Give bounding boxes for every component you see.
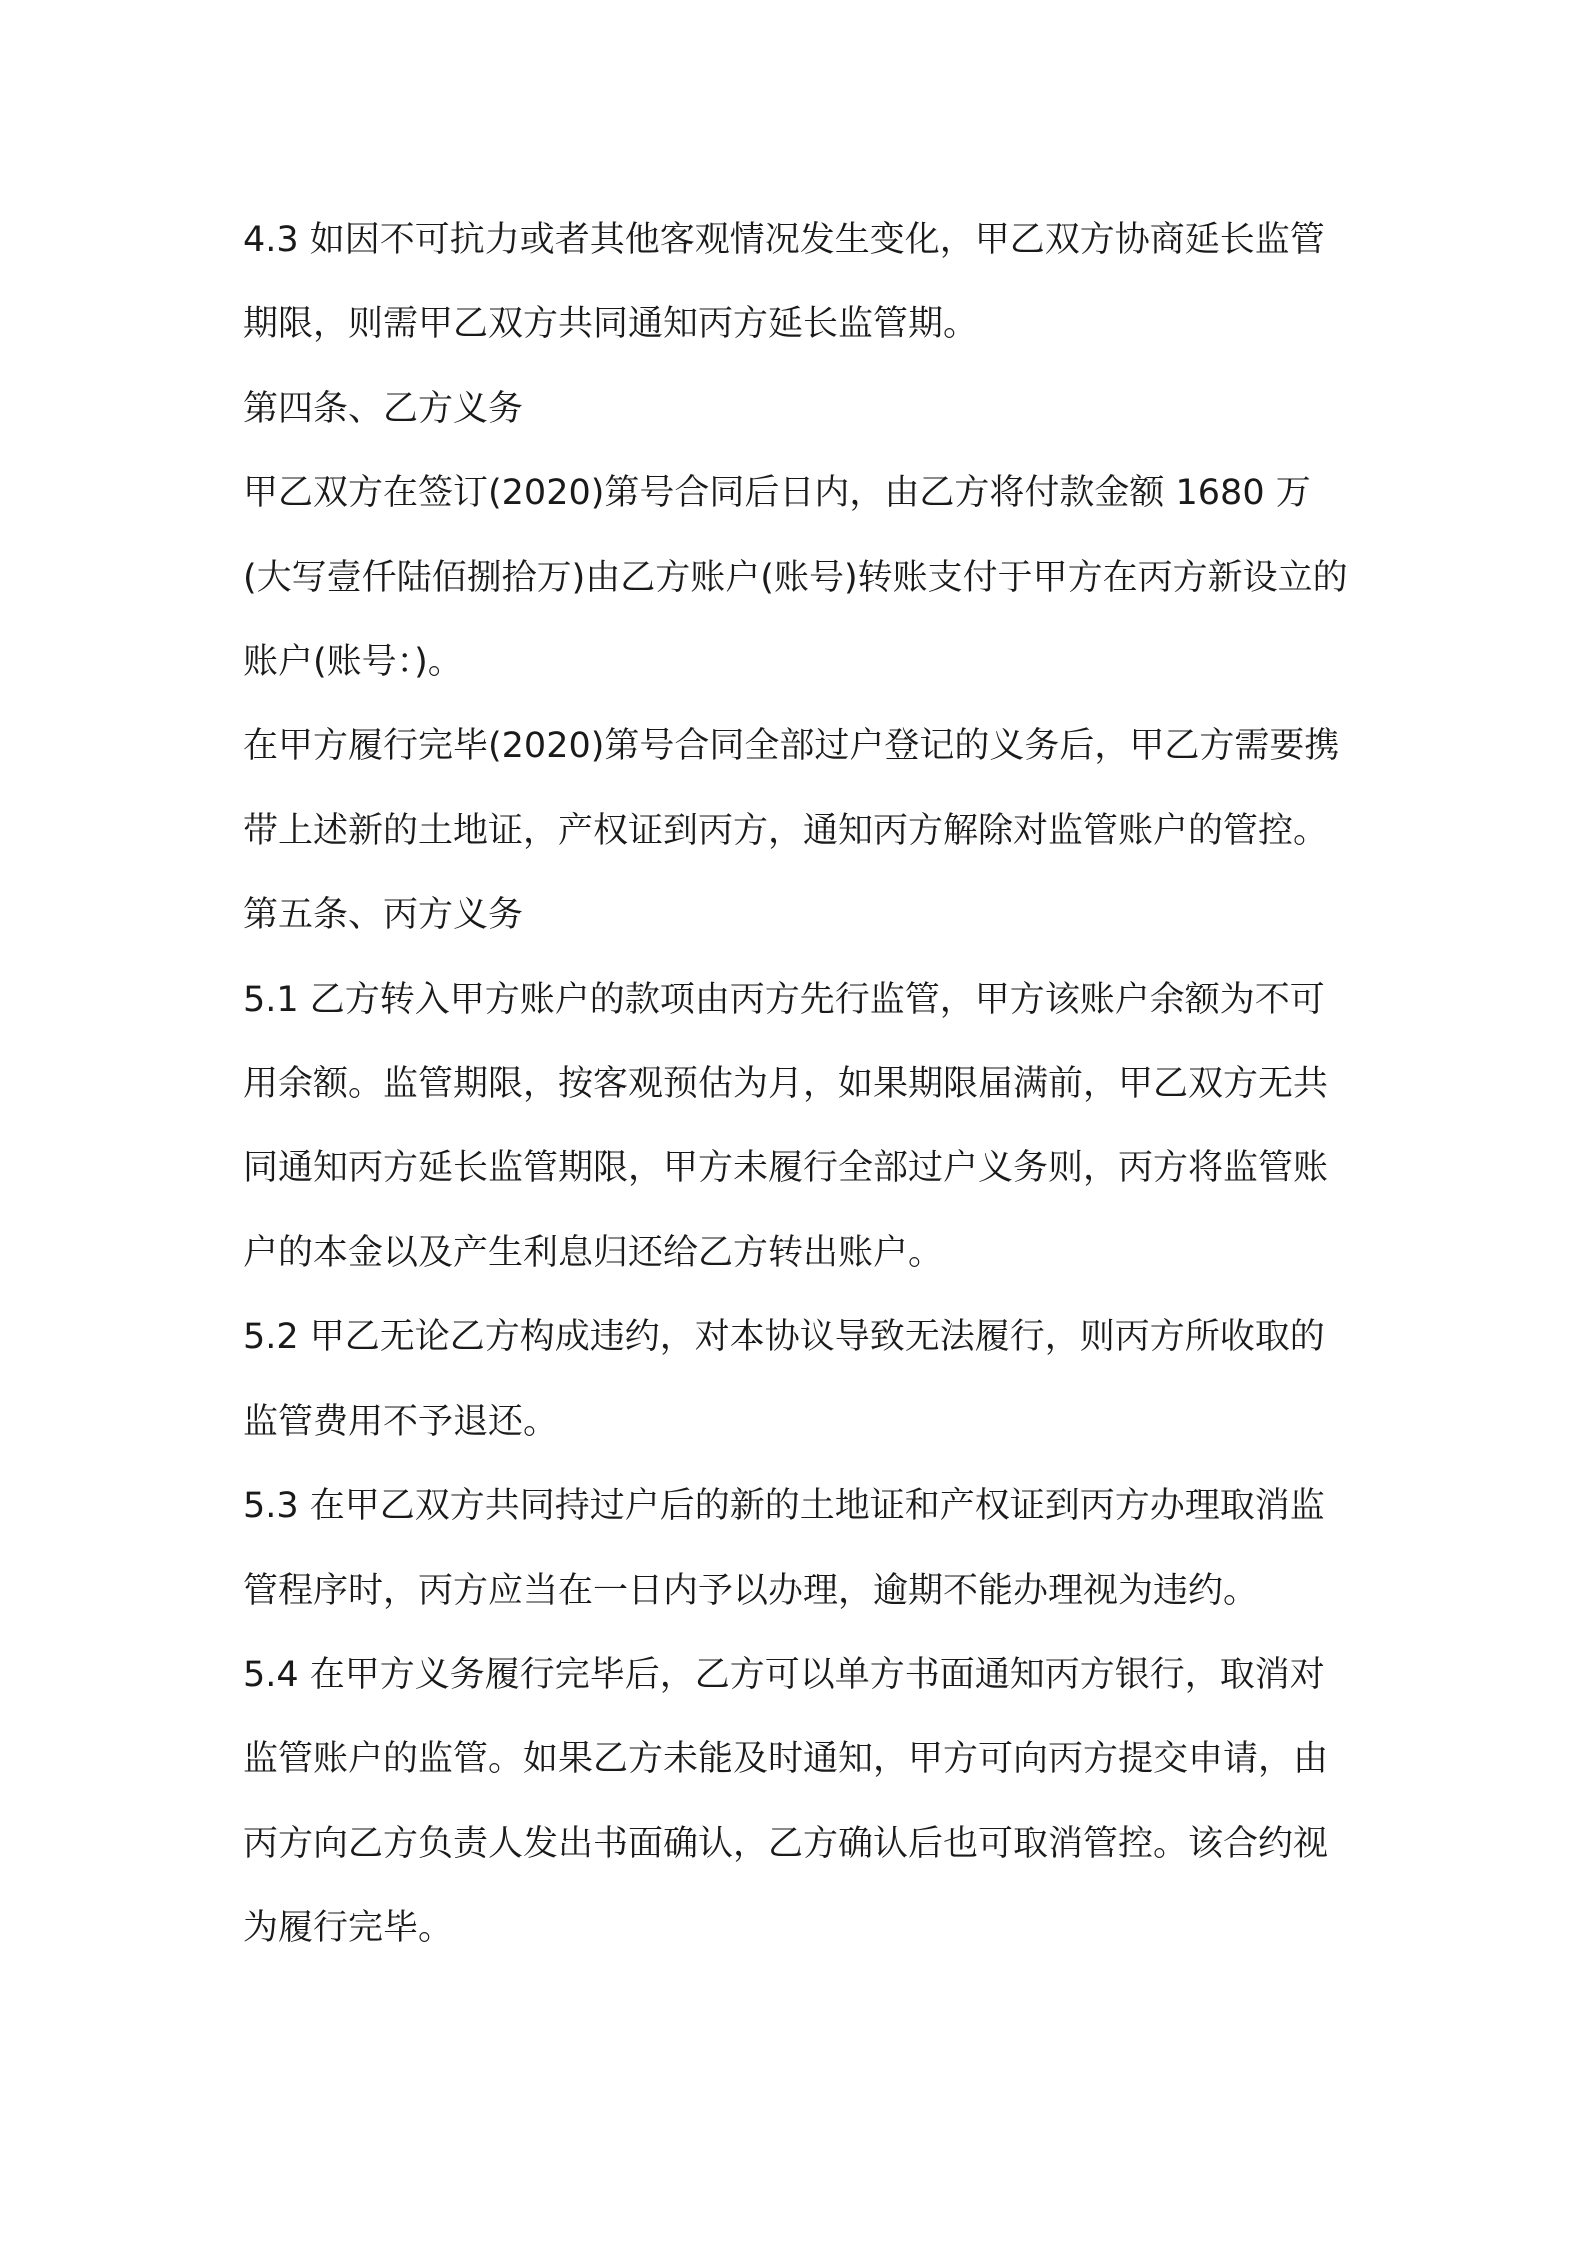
clause-5-1: 5.1 乙方转入甲方账户的款项由丙方先行监管，甲方该账户余额为不可用余额。监管期限，按客观预估为月，如果期限届满前，甲乙双方无共同通知丙方延长监管期限，甲方未履行全部过户义务则，丙方将监管账户的本金以及产生利息归还给乙方转出账户。: [243, 979, 1329, 1273]
article-5-heading: 第五条、丙方义务: [243, 895, 524, 936]
document-body: [243, 198, 1355, 1971]
clause-5-2: 5.2 甲乙无论乙方构成违约，对本协议导致无法履行，则丙方所收取的监管费用不予退还。: [243, 1317, 1325, 1442]
clause-4-3: 4.3 如因不可抗力或者其他客观情况发生变化，甲乙双方协商延长监管期限，则需甲乙双方共同通知丙方延长监管期。: [243, 220, 1325, 345]
clause-5-4: 5.4 在甲方义务履行完毕后，乙方可以单方书面通知丙方银行，取消对监管账户的监管。如果乙方未能及时通知，甲方可向丙方提交申请，由丙方向乙方负责人发出书面确认，乙方确认后也可取消管控。该合约视为履行完毕。: [243, 1654, 1329, 1949]
article-4-heading: 第四条、乙方义务: [243, 388, 524, 429]
clause-5-3: 5.3 在甲乙双方共同持过户后的新的土地证和产权证到丙方办理取消监管程序时，丙方应当在一日内予以办理，逾期不能办理视为违约。: [243, 1486, 1325, 1611]
article-4-paragraph-release: 在甲方履行完毕(2020)第号合同全部过户登记的义务后，甲乙方需要携带上述新的土地证，产权证到丙方，通知丙方解除对监管账户的管控。: [243, 726, 1340, 851]
article-4-paragraph-payment: 甲乙双方在签订(2020)第号合同后日内，由乙方将付款金额 1680 万(大写壹仟陆佰捌拾万)由乙方账户(账号)转账支付于甲方在丙方新设立的账户(账号：)。: [243, 473, 1348, 683]
